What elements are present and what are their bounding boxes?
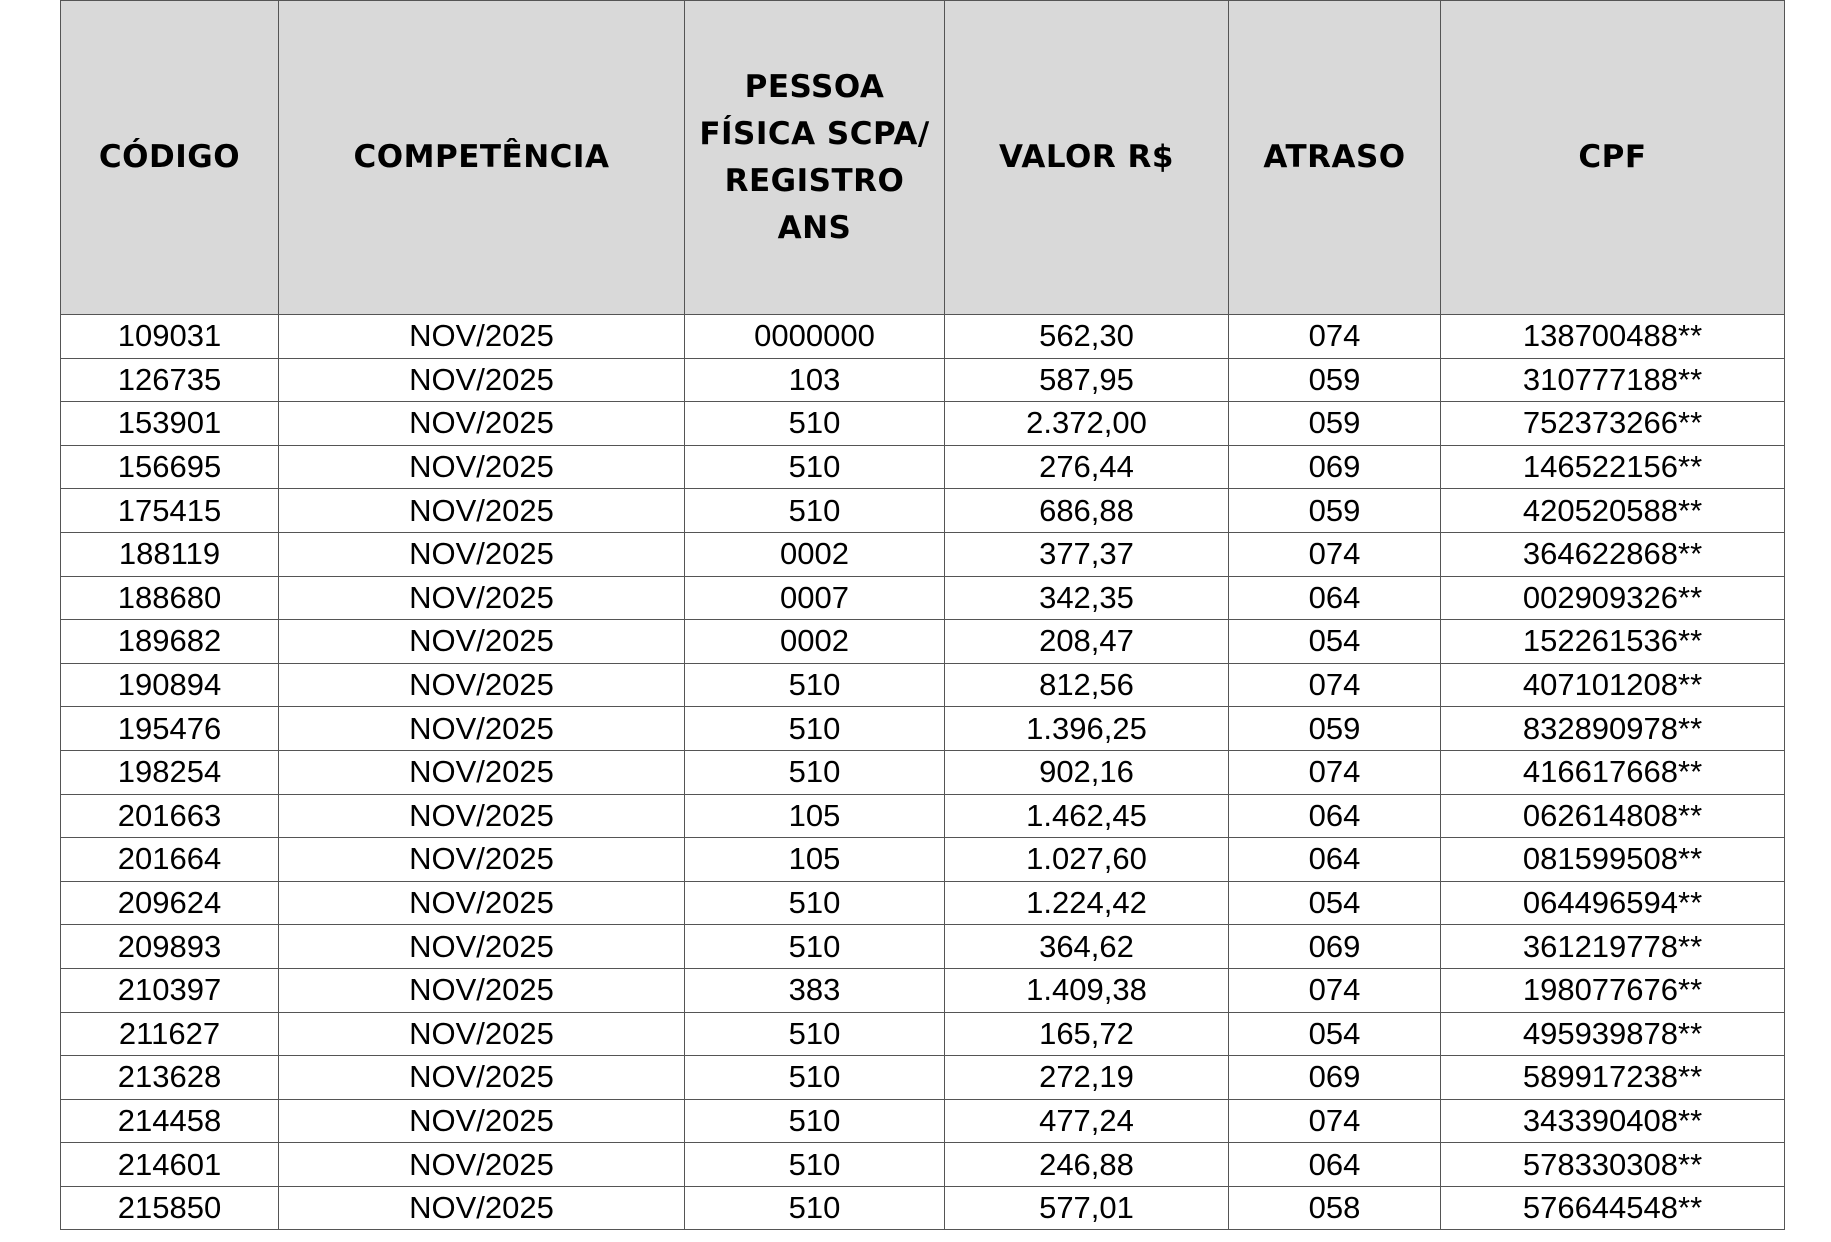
cell-codigo: 201663 (61, 794, 279, 838)
table-row (61, 576, 1785, 620)
cell-atraso: 054 (1229, 1012, 1441, 1056)
table-row (61, 838, 1785, 882)
cell-atraso: 074 (1229, 532, 1441, 576)
cell-registro: 105 (685, 838, 945, 882)
cell-competencia: NOV/2025 (279, 1056, 685, 1100)
cell-competencia: NOV/2025 (279, 925, 685, 969)
table-row (61, 1056, 1785, 1100)
table-row (61, 402, 1785, 446)
cell-atraso: 058 (1229, 1186, 1441, 1230)
cell-valor: 276,44 (945, 445, 1229, 489)
table-row (61, 1186, 1785, 1230)
cell-valor: 364,62 (945, 925, 1229, 969)
table-row (61, 881, 1785, 925)
cell-codigo: 201664 (61, 838, 279, 882)
cell-cpf: 420520588** (1441, 489, 1785, 533)
cell-codigo: 211627 (61, 1012, 279, 1056)
cell-cpf: 310777188** (1441, 358, 1785, 402)
table-row (61, 707, 1785, 751)
cell-atraso: 064 (1229, 576, 1441, 620)
cell-registro: 510 (685, 663, 945, 707)
cell-registro: 510 (685, 402, 945, 446)
cell-cpf: 752373266** (1441, 402, 1785, 446)
cell-atraso: 054 (1229, 620, 1441, 664)
cell-codigo: 175415 (61, 489, 279, 533)
cell-cpf: 081599508** (1441, 838, 1785, 882)
cell-valor: 246,88 (945, 1143, 1229, 1187)
cell-codigo: 213628 (61, 1056, 279, 1100)
cell-competencia: NOV/2025 (279, 663, 685, 707)
cell-codigo: 209893 (61, 925, 279, 969)
cell-competencia: NOV/2025 (279, 1099, 685, 1143)
cell-cpf: 416617668** (1441, 750, 1785, 794)
cell-competencia: NOV/2025 (279, 315, 685, 359)
cell-competencia: NOV/2025 (279, 1186, 685, 1230)
cell-cpf: 198077676** (1441, 968, 1785, 1012)
header-codigo: CÓDIGO (61, 1, 279, 315)
cell-valor: 562,30 (945, 315, 1229, 359)
table-row (61, 968, 1785, 1012)
cell-codigo: 156695 (61, 445, 279, 489)
cell-competencia: NOV/2025 (279, 445, 685, 489)
cell-cpf: 589917238** (1441, 1056, 1785, 1100)
cell-registro: 510 (685, 1099, 945, 1143)
cell-competencia: NOV/2025 (279, 750, 685, 794)
cell-valor: 1.224,42 (945, 881, 1229, 925)
cell-codigo: 126735 (61, 358, 279, 402)
table-row (61, 750, 1785, 794)
cell-valor: 1.396,25 (945, 707, 1229, 751)
cell-valor: 686,88 (945, 489, 1229, 533)
cell-competencia: NOV/2025 (279, 1143, 685, 1187)
cell-competencia: NOV/2025 (279, 968, 685, 1012)
table-row (61, 620, 1785, 664)
cell-valor: 812,56 (945, 663, 1229, 707)
cell-registro: 510 (685, 707, 945, 751)
table-row (61, 1099, 1785, 1143)
cell-atraso: 059 (1229, 358, 1441, 402)
cell-valor: 377,37 (945, 532, 1229, 576)
cell-cpf: 576644548** (1441, 1186, 1785, 1230)
cell-valor: 2.372,00 (945, 402, 1229, 446)
cell-atraso: 064 (1229, 794, 1441, 838)
cell-competencia: NOV/2025 (279, 532, 685, 576)
cell-atraso: 074 (1229, 750, 1441, 794)
cell-atraso: 059 (1229, 402, 1441, 446)
header-competencia: COMPETÊNCIA (279, 1, 685, 315)
cell-atraso: 074 (1229, 315, 1441, 359)
cell-cpf: 407101208** (1441, 663, 1785, 707)
cell-cpf: 343390408** (1441, 1099, 1785, 1143)
table-row (61, 1012, 1785, 1056)
cell-competencia: NOV/2025 (279, 489, 685, 533)
cell-valor: 587,95 (945, 358, 1229, 402)
cell-competencia: NOV/2025 (279, 794, 685, 838)
cell-atraso: 074 (1229, 1099, 1441, 1143)
header-valor: VALOR R$ (945, 1, 1229, 315)
cell-atraso: 069 (1229, 445, 1441, 489)
cell-codigo: 188119 (61, 532, 279, 576)
cell-registro: 0000000 (685, 315, 945, 359)
cell-codigo: 153901 (61, 402, 279, 446)
cell-registro: 0002 (685, 532, 945, 576)
cell-atraso: 059 (1229, 707, 1441, 751)
header-pessoa-fisica: PESSOA FÍSICA SCPA/ REGISTRO ANS (685, 1, 945, 315)
cell-codigo: 210397 (61, 968, 279, 1012)
cell-valor: 1.027,60 (945, 838, 1229, 882)
cell-atraso: 064 (1229, 838, 1441, 882)
cell-registro: 510 (685, 1012, 945, 1056)
cell-codigo: 188680 (61, 576, 279, 620)
cell-registro: 510 (685, 881, 945, 925)
table-header (61, 1, 1785, 315)
table-row (61, 663, 1785, 707)
cell-valor: 272,19 (945, 1056, 1229, 1100)
cell-cpf: 364622868** (1441, 532, 1785, 576)
document-page (60, 0, 1784, 1230)
cell-codigo: 198254 (61, 750, 279, 794)
cell-cpf: 578330308** (1441, 1143, 1785, 1187)
table-row (61, 445, 1785, 489)
cell-registro: 510 (685, 1186, 945, 1230)
cell-cpf: 138700488** (1441, 315, 1785, 359)
cell-competencia: NOV/2025 (279, 1012, 685, 1056)
cell-registro: 103 (685, 358, 945, 402)
cell-codigo: 190894 (61, 663, 279, 707)
cell-registro: 510 (685, 925, 945, 969)
cell-valor: 208,47 (945, 620, 1229, 664)
table-row (61, 315, 1785, 359)
cell-competencia: NOV/2025 (279, 881, 685, 925)
cell-registro: 383 (685, 968, 945, 1012)
cell-atraso: 069 (1229, 925, 1441, 969)
cell-competencia: NOV/2025 (279, 358, 685, 402)
cell-atraso: 074 (1229, 968, 1441, 1012)
header-cpf: CPF (1441, 1, 1785, 315)
table-row (61, 532, 1785, 576)
table-body (61, 315, 1785, 1230)
cell-valor: 577,01 (945, 1186, 1229, 1230)
cell-registro: 510 (685, 445, 945, 489)
cell-cpf: 146522156** (1441, 445, 1785, 489)
cell-valor: 1.409,38 (945, 968, 1229, 1012)
cell-registro: 0002 (685, 620, 945, 664)
table-row (61, 358, 1785, 402)
cell-valor: 165,72 (945, 1012, 1229, 1056)
cell-codigo: 189682 (61, 620, 279, 664)
cell-competencia: NOV/2025 (279, 402, 685, 446)
cell-cpf: 002909326** (1441, 576, 1785, 620)
cell-atraso: 054 (1229, 881, 1441, 925)
table-row (61, 794, 1785, 838)
cell-valor: 477,24 (945, 1099, 1229, 1143)
cell-codigo: 215850 (61, 1186, 279, 1230)
cell-atraso: 059 (1229, 489, 1441, 533)
header-atraso: ATRASO (1229, 1, 1441, 315)
cell-competencia: NOV/2025 (279, 707, 685, 751)
cell-registro: 510 (685, 489, 945, 533)
cell-atraso: 074 (1229, 663, 1441, 707)
cell-codigo: 195476 (61, 707, 279, 751)
cell-registro: 0007 (685, 576, 945, 620)
cell-valor: 1.462,45 (945, 794, 1229, 838)
cell-registro: 510 (685, 1143, 945, 1187)
cell-registro: 105 (685, 794, 945, 838)
cell-cpf: 152261536** (1441, 620, 1785, 664)
cell-atraso: 069 (1229, 1056, 1441, 1100)
debt-table (60, 0, 1785, 1230)
table-row (61, 489, 1785, 533)
cell-cpf: 832890978** (1441, 707, 1785, 751)
cell-competencia: NOV/2025 (279, 838, 685, 882)
cell-valor: 342,35 (945, 576, 1229, 620)
table-row (61, 925, 1785, 969)
cell-cpf: 495939878** (1441, 1012, 1785, 1056)
cell-codigo: 214458 (61, 1099, 279, 1143)
cell-atraso: 064 (1229, 1143, 1441, 1187)
cell-cpf: 062614808** (1441, 794, 1785, 838)
cell-registro: 510 (685, 1056, 945, 1100)
cell-competencia: NOV/2025 (279, 620, 685, 664)
cell-codigo: 109031 (61, 315, 279, 359)
table-row (61, 1143, 1785, 1187)
cell-competencia: NOV/2025 (279, 576, 685, 620)
cell-codigo: 209624 (61, 881, 279, 925)
cell-cpf: 064496594** (1441, 881, 1785, 925)
cell-cpf: 361219778** (1441, 925, 1785, 969)
cell-codigo: 214601 (61, 1143, 279, 1187)
cell-registro: 510 (685, 750, 945, 794)
cell-valor: 902,16 (945, 750, 1229, 794)
header-row (61, 1, 1785, 315)
